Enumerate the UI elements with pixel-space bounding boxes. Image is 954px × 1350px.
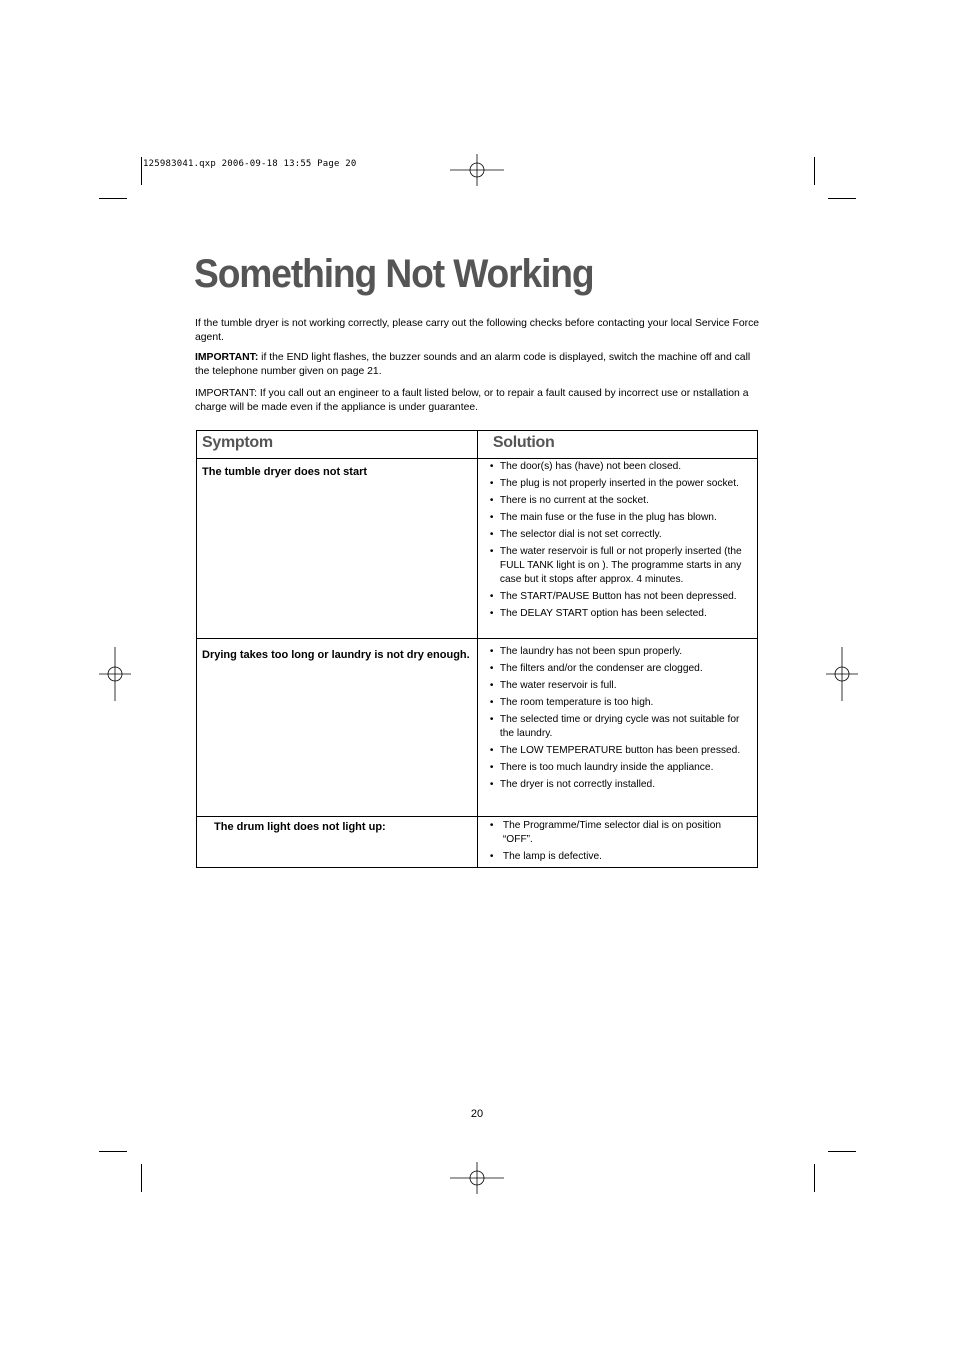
crop-mark (814, 157, 815, 185)
solution-list (478, 639, 757, 792)
crop-mark (141, 1164, 142, 1192)
symptom-cell (197, 639, 478, 817)
crop-mark (99, 1151, 127, 1152)
print-slug: 125983041.qxp 2006-09-18 13:55 Page 20 (143, 159, 357, 169)
intro-text: If the tumble dryer is not working correctly, please carry out the following checks before contacting your local Service Force agent. (195, 318, 760, 343)
list-item: • The plug is not properly inserted in the power socket. (500, 477, 753, 491)
list-item: • The DELAY START option has been selected. (500, 607, 753, 621)
list-item: • The Programme/Time selector dial is on position “OFF”. (503, 819, 753, 847)
registration-mark-icon (450, 154, 504, 186)
important-notice-2: IMPORTANT: If you call out an engineer to a fault listed below, or to repair a fault caused by incorrect use or nstallation a charge will be made even if the appliance is under guarantee. (195, 388, 749, 413)
list-item: • The LOW TEMPERATURE button has been pressed. (500, 744, 753, 758)
crop-mark (141, 157, 142, 185)
symptom-text: The drum light does not light up: (214, 821, 386, 833)
list-item: • There is no current at the socket. (500, 494, 753, 508)
symptom-text: Drying takes too long or laundry is not dry enough. (202, 649, 470, 661)
symptom-cell (197, 817, 478, 868)
intro-paragraph (195, 317, 760, 345)
symptom-cell (197, 459, 478, 639)
list-item: • The selector dial is not set correctly. (500, 528, 753, 542)
list-item: • The START/PAUSE Button has not been depressed. (500, 590, 753, 604)
solution-list (478, 817, 757, 864)
solution-cell (477, 459, 757, 639)
table-row (197, 817, 758, 868)
crop-mark (814, 1164, 815, 1192)
list-item: • There is too much laundry inside the appliance. (500, 761, 753, 775)
list-item: • The door(s) has (have) not been closed. (500, 460, 753, 474)
symptom-header-label: Symptom (202, 434, 273, 451)
registration-mark-icon (826, 647, 858, 701)
solution-list (478, 459, 757, 621)
important-notice-1 (195, 351, 760, 379)
list-item: • The laundry has not been spun properly. (500, 645, 753, 659)
important-text: if the END light flashes, the buzzer sounds and an alarm code is displayed, switch the machine off and call the telephone number given on page 21. (195, 352, 751, 377)
troubleshooting-table (196, 430, 758, 868)
table-row (197, 639, 758, 817)
symptom-header (197, 431, 478, 459)
list-item: • The filters and/or the condenser are clogged. (500, 662, 753, 676)
important-label: IMPORTANT: (195, 352, 259, 363)
table-header-row (197, 431, 758, 459)
solution-header (477, 431, 757, 459)
symptom-text: The tumble dryer does not start (202, 466, 368, 478)
list-item: • The water reservoir is full or not properly inserted (the FULL TANK light is on ). The programme starts in any case but it stops after approx. 4 minutes. (500, 545, 753, 587)
registration-mark-icon (99, 647, 131, 701)
registration-mark-icon (450, 1162, 504, 1194)
solution-header-label: Solution (492, 434, 555, 451)
page-number: 20 (470, 1108, 484, 1120)
table-row (197, 459, 758, 639)
crop-mark (828, 1151, 856, 1152)
list-item: • The main fuse or the fuse in the plug has blown. (500, 511, 753, 525)
list-item: • The selected time or drying cycle was not suitable for the laundry. (500, 713, 753, 741)
list-item: • The room temperature is too high. (500, 696, 753, 710)
list-item: • The dryer is not correctly installed. (500, 778, 753, 792)
solution-cell (477, 639, 757, 817)
crop-mark (99, 198, 127, 199)
solution-cell (477, 817, 757, 868)
page-title: Something Not Working (194, 252, 594, 296)
crop-mark (828, 198, 856, 199)
list-item: • The water reservoir is full. (500, 679, 753, 693)
list-item: • The lamp is defective. (503, 850, 753, 864)
